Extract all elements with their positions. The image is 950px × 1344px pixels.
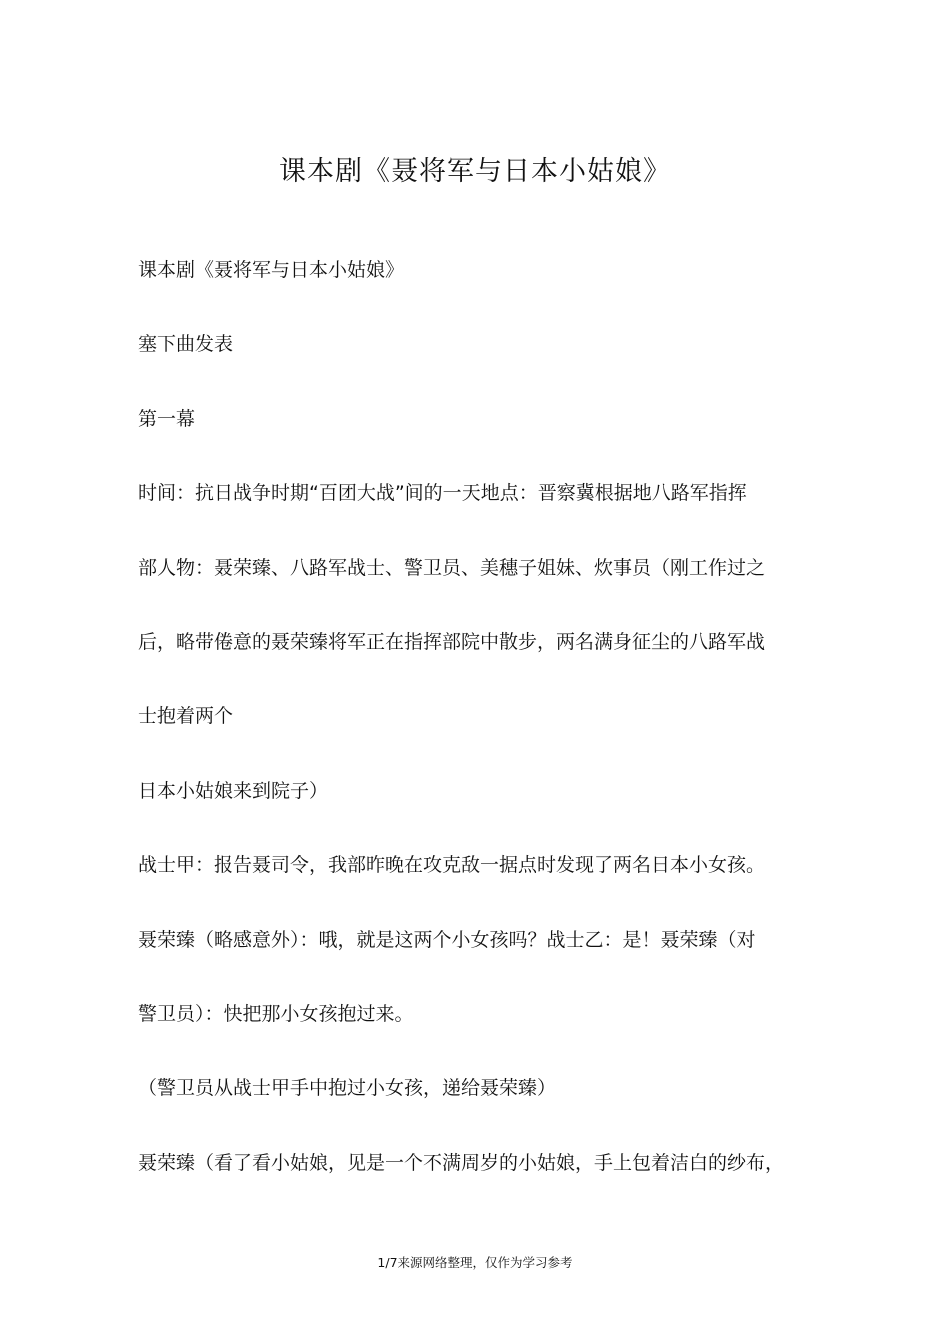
- body-line: 士抱着两个: [138, 705, 234, 728]
- body-line: 警卫员）：快把那小女孩抱过来。: [138, 1002, 414, 1025]
- body-line: 战士甲：报告聂司令，我部昨晚在攻克敌一据点时发现了两名日本小女孩。: [138, 854, 766, 877]
- body-line: 日本小姑娘来到院子）: [138, 779, 329, 802]
- body-line: 聂荣臻（略感意外）：哦，就是这两个小女孩吗？战士乙：是！聂荣臻（对: [138, 928, 756, 951]
- body-line: 课本剧《聂将军与日本小姑娘》: [138, 259, 405, 281]
- body-line: 塞下曲发表: [138, 333, 234, 356]
- page-number: 1/7: [377, 1255, 398, 1270]
- body-line: 部人物：聂荣臻、八路军战士、警卫员、美穗子姐妹、炊事员（刚工作过之: [138, 556, 766, 579]
- page-footer: [0, 1253, 950, 1273]
- document-title: 课本剧《聂将军与日本小姑娘》: [279, 156, 671, 187]
- body-line: 聂荣臻（看了看小姑娘，见是一个不满周岁的小姑娘，手上包着洁白的纱布，: [138, 1151, 785, 1174]
- footer-note: 来源网络整理，仅作为学习参考: [397, 1255, 573, 1270]
- body-line: 时间：抗日战争时期“百团大战”间的一天地点：晋察冀根据地八路军指挥: [138, 482, 747, 505]
- body-line: 后，略带倦意的聂荣臻将军正在指挥部院中散步，两名满身征尘的八路军战: [138, 630, 766, 653]
- body-line: 第一幕: [138, 407, 196, 430]
- document-body: [138, 250, 828, 1217]
- body-line: （警卫员从战士甲手中抱过小女孩，递给聂荣臻）: [138, 1077, 557, 1100]
